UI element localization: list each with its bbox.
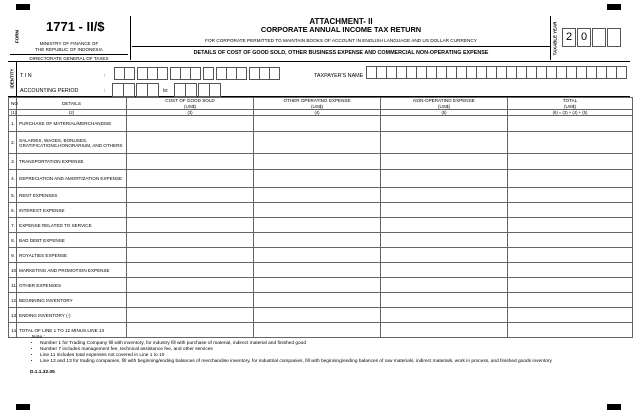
ministry-block: [20, 41, 118, 52]
row-details: OTHER EXPENSES: [17, 278, 127, 293]
form-header: [8, 16, 630, 60]
other-operating-cell[interactable]: [254, 308, 381, 323]
col-index-6: (6) = (3) + (4) + (5): [508, 110, 633, 116]
cogs-cell[interactable]: [127, 203, 254, 218]
col-index-5: (5): [381, 110, 508, 116]
char-box[interactable]: [616, 66, 627, 79]
form-code: 1771 - II/$: [46, 19, 105, 34]
table-row: [9, 218, 633, 233]
period-to-label: to: [163, 88, 168, 94]
non-operating-cell[interactable]: [381, 308, 508, 323]
row-details: DEPRECIATION AND AMORTIZATION EXPENSE: [17, 170, 127, 188]
cogs-cell[interactable]: [127, 278, 254, 293]
row-number: 12.: [9, 293, 17, 308]
char-box[interactable]: [147, 83, 159, 97]
attachment-label: ATTACHMENT- II: [309, 17, 373, 26]
non-operating-cell[interactable]: [381, 154, 508, 170]
cogs-cell[interactable]: [127, 218, 254, 233]
expense-table: [8, 97, 633, 338]
row-details: BAD DEBT EXPENSE: [17, 233, 127, 248]
year-digit-1[interactable]: 2: [562, 28, 576, 47]
non-operating-cell[interactable]: [381, 170, 508, 188]
char-box[interactable]: [190, 67, 201, 80]
row-number: 1.: [9, 116, 17, 132]
registration-mark-top-right: [607, 4, 621, 10]
char-box[interactable]: [203, 67, 214, 80]
table-row: [9, 263, 633, 278]
cogs-cell[interactable]: [127, 263, 254, 278]
other-operating-cell[interactable]: [254, 203, 381, 218]
registration-mark-top-left: [16, 4, 30, 10]
header-cogs: COST OF GOOD SOLD (US$): [127, 98, 254, 110]
cogs-cell[interactable]: [127, 188, 254, 203]
row-number: 9.: [9, 248, 17, 263]
non-operating-cell[interactable]: [381, 293, 508, 308]
table-row: [9, 308, 633, 323]
table-row: [9, 203, 633, 218]
total-cell[interactable]: [508, 132, 633, 154]
note-item: • Number 1 for Trading Company fill with inventory, for industry fill with purchase of material, indirect material and finished good: [40, 341, 552, 347]
non-operating-cell[interactable]: [381, 203, 508, 218]
non-operating-cell[interactable]: [381, 263, 508, 278]
form-label: FORM: [14, 29, 20, 44]
table-row: [9, 293, 633, 308]
row-details: ENDING INVENTORY (-): [17, 308, 127, 323]
identity-section: [8, 61, 630, 97]
non-operating-cell[interactable]: [381, 233, 508, 248]
taxpayer-name-label: TAXPAYER'S NAME: [314, 73, 364, 79]
table-header-row: [9, 98, 633, 110]
accounting-period-label: ACCOUNTING PERIOD: [20, 88, 79, 94]
cogs-cell[interactable]: [127, 170, 254, 188]
year-digit-4[interactable]: [607, 28, 621, 47]
non-operating-cell[interactable]: [381, 248, 508, 263]
total-cell[interactable]: [508, 293, 633, 308]
row-number: 14.: [9, 323, 17, 338]
cogs-cell[interactable]: [127, 132, 254, 154]
row-number: 3.: [9, 154, 17, 170]
other-operating-cell[interactable]: [254, 188, 381, 203]
taxable-year-label: TAXABLE YEAR: [552, 21, 558, 56]
registration-mark-bottom-right: [607, 404, 621, 410]
non-operating-cell[interactable]: [381, 218, 508, 233]
non-operating-cell[interactable]: [381, 278, 508, 293]
total-cell[interactable]: [508, 308, 633, 323]
row-number: 7.: [9, 218, 17, 233]
table-row: [9, 188, 633, 203]
row-number: 5.: [9, 188, 17, 203]
return-title: CORPORATE ANNUAL INCOME TAX RETURN: [260, 25, 422, 34]
other-operating-cell[interactable]: [254, 116, 381, 132]
header-divider-right: [550, 16, 551, 60]
cogs-cell[interactable]: [127, 248, 254, 263]
row-details: BEGINNING INVENTORY: [17, 293, 127, 308]
row-details: PURCHASE OF MATERIAL/MERCHANDISE: [17, 116, 127, 132]
total-cell[interactable]: [508, 203, 633, 218]
header-no: NO: [9, 98, 17, 110]
table-row: [9, 116, 633, 132]
other-operating-cell[interactable]: [254, 293, 381, 308]
row-details: SALARIES, WAGES, BONUSES, GRATIFICATIONS,HONORARIUM, AND OTHERS: [17, 132, 127, 154]
header-details: DETAILS: [17, 98, 127, 110]
col-index-3: (3): [127, 110, 254, 116]
return-subtitle: FOR CORPORATE PERMITTED TO MAINTAIN BOOKS OF ACCOUNT IN ENGLISH LANGUAGE AND US DOLLAR CURRENCY: [205, 38, 477, 43]
non-operating-cell[interactable]: [381, 188, 508, 203]
identity-label: IDENTITY: [9, 68, 15, 89]
cogs-cell[interactable]: [127, 116, 254, 132]
row-number: 8.: [9, 233, 17, 248]
row-number: 2.: [9, 132, 17, 154]
row-details: TOTAL OF LINE 1 TO 12 MINUS LINE 13: [17, 323, 127, 338]
total-cell[interactable]: [508, 116, 633, 132]
char-box[interactable]: [123, 83, 135, 97]
row-details: EXPENSE RELATED TO SERVICE: [17, 218, 127, 233]
table-row: [9, 233, 633, 248]
char-box[interactable]: [157, 67, 168, 80]
header-divider-left: [130, 16, 131, 60]
row-number: 11.: [9, 278, 17, 293]
total-cell[interactable]: [508, 188, 633, 203]
row-number: 6.: [9, 203, 17, 218]
char-box[interactable]: [236, 67, 247, 80]
notes-list: [32, 341, 552, 365]
other-operating-cell[interactable]: [254, 132, 381, 154]
cogs-cell[interactable]: [127, 233, 254, 248]
row-details: MARKETING AND PROMOTION EXPENSE: [17, 263, 127, 278]
row-number: 4.: [9, 170, 17, 188]
accounting-colon: :: [104, 88, 106, 94]
tin-colon: :: [104, 73, 106, 79]
header-non-operating: NON-OPERATING EXPENSE (US$): [381, 98, 508, 110]
total-cell[interactable]: [508, 278, 633, 293]
other-operating-cell[interactable]: [254, 263, 381, 278]
note-item: • Line 11 includes total expenses not covered in Line 1 to 10: [40, 353, 552, 359]
col-index-4: (4): [254, 110, 381, 116]
notes-section: [32, 335, 552, 376]
total-cell[interactable]: [508, 170, 633, 188]
total-cell[interactable]: [508, 263, 633, 278]
table-row: [9, 154, 633, 170]
total-cell[interactable]: [508, 154, 633, 170]
ministry-line-1: MINISTRY OF FINANCE OF: [39, 41, 99, 46]
col-index-1: (1): [9, 110, 17, 116]
non-operating-cell[interactable]: [381, 132, 508, 154]
ministry-line-2: THE REPUBLIC OF INDONESIA: [35, 46, 103, 52]
row-details: RENT EXPENSES: [17, 188, 127, 203]
subtitle-divider: [132, 46, 550, 47]
cogs-cell[interactable]: [127, 293, 254, 308]
row-number: 10.: [9, 263, 17, 278]
other-operating-cell[interactable]: [254, 278, 381, 293]
other-operating-cell[interactable]: [254, 248, 381, 263]
non-operating-cell[interactable]: [381, 116, 508, 132]
cogs-cell[interactable]: [127, 154, 254, 170]
col-index-2: (2): [17, 110, 127, 116]
table-row: [9, 170, 633, 188]
note-item: • Line 12 and 13 for trading companies, fill with beginning/ending balances of merchandise inventory, for industrial companies, fill with beginning/ending balances of raw materials, indirect materials, work in process, and finished goods inventory: [40, 359, 552, 365]
other-operating-cell[interactable]: [254, 218, 381, 233]
row-details: ROYALTIES EXPENSE: [17, 248, 127, 263]
row-details: TRANSPORTATION EXPENSE: [17, 154, 127, 170]
notes-heading: Note :: [32, 335, 45, 340]
row-number: 13.: [9, 308, 17, 323]
other-operating-cell[interactable]: [254, 233, 381, 248]
table-row: [9, 132, 633, 154]
other-operating-cell[interactable]: [254, 170, 381, 188]
char-box[interactable]: [269, 67, 280, 80]
footer-code: D.1.1.32.05: [30, 370, 55, 375]
section-title: DETAILS OF COST OF GOOD SOLD, OTHER BUSINESS EXPENSE AND COMMERCIAL NON-OPERATING EXPENSE: [193, 50, 489, 56]
table-row: [9, 278, 633, 293]
row-details: INTEREST EXPENSE: [17, 203, 127, 218]
total-cell[interactable]: [508, 248, 633, 263]
tin-label: T I N: [20, 73, 32, 79]
cogs-cell[interactable]: [127, 308, 254, 323]
char-box[interactable]: [124, 67, 135, 80]
directorate: DIRECTORATE GENERAL OF TAXES: [10, 54, 128, 61]
year-digit-2[interactable]: 0: [577, 28, 591, 47]
table-row: [9, 248, 633, 263]
header-total: TOTAL (US$): [508, 98, 633, 110]
total-cell[interactable]: [508, 233, 633, 248]
note-item: • Number 7 includes management fee, technical assistance fee, and other services: [40, 347, 552, 353]
char-box[interactable]: [185, 83, 197, 97]
other-operating-cell[interactable]: [254, 154, 381, 170]
year-digit-3[interactable]: [592, 28, 606, 47]
char-box[interactable]: [209, 83, 221, 97]
total-cell[interactable]: [508, 218, 633, 233]
taxable-year-boxes: [562, 28, 621, 47]
header-other-operating: OTHER OPERATING EXPENSE (US$): [254, 98, 381, 110]
registration-mark-bottom-left: [16, 404, 30, 410]
